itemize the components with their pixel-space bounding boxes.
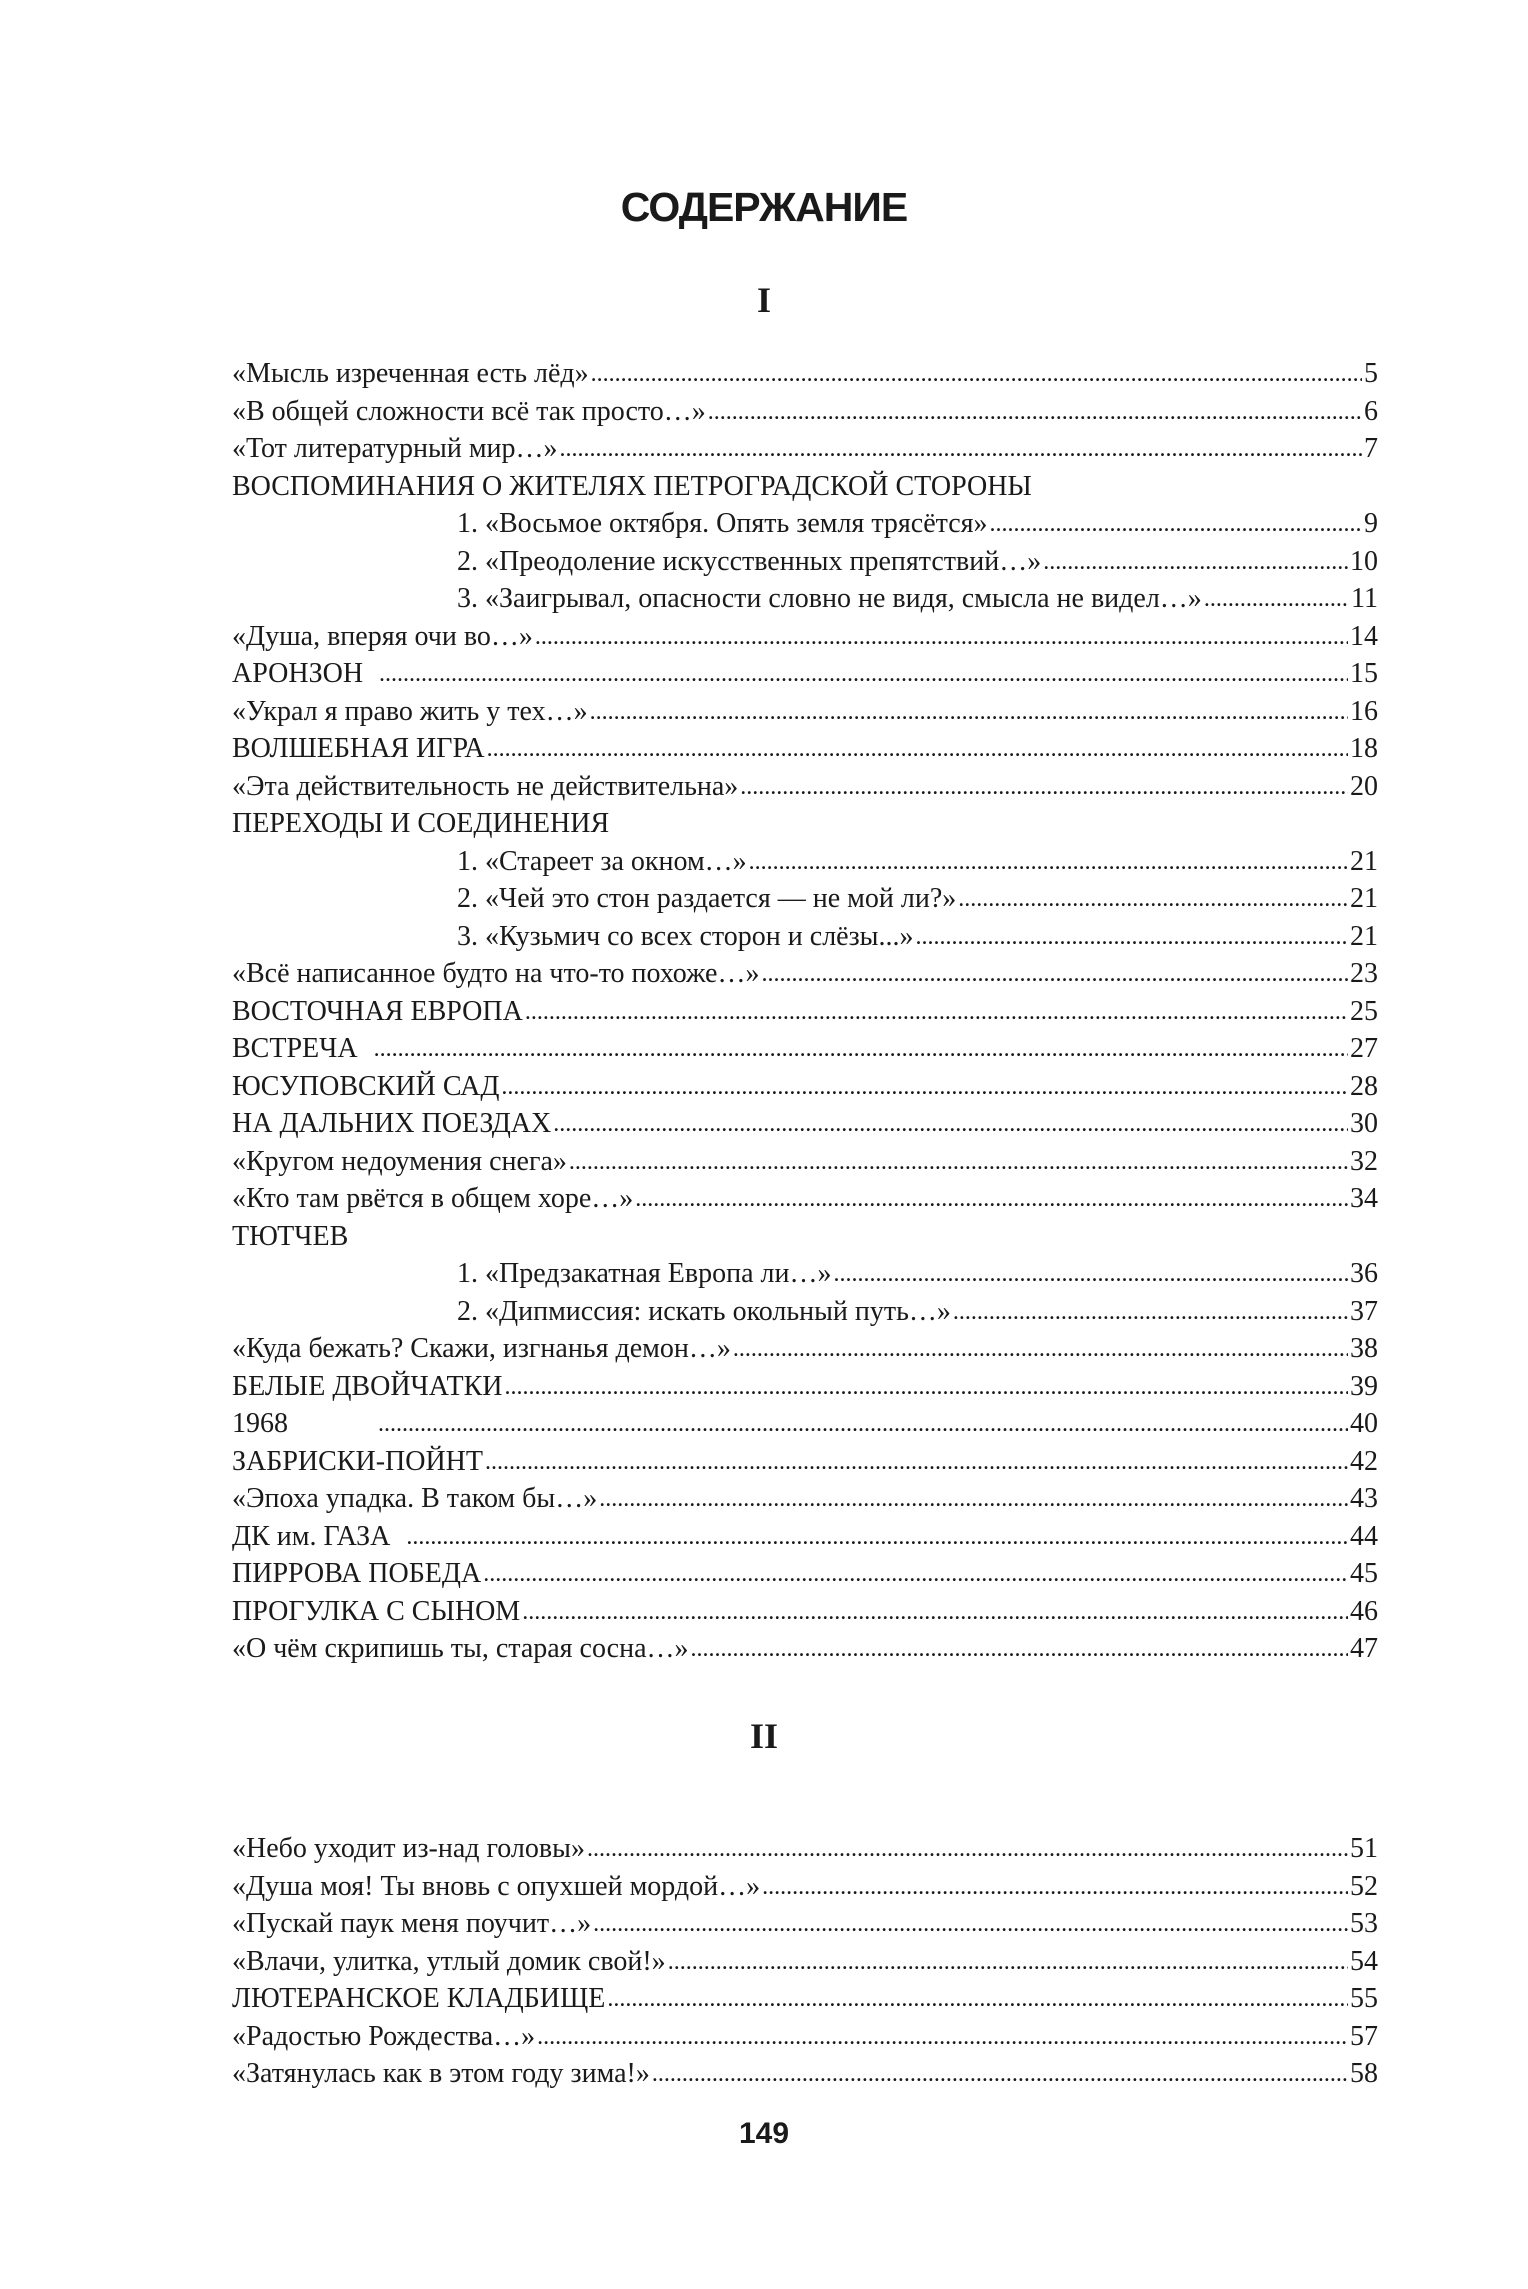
toc-entry-title: ПИРРОВА ПОБЕДА [232,1558,482,1589]
toc-entry-page: 58 [1350,2058,1378,2089]
toc-entry[interactable] [232,1980,1378,2018]
toc-entry-title: 2. «Преодоление искусственных препятствий…» [457,545,1042,577]
dot-leader [691,1629,1348,1669]
toc-entry-title: 3. «Кузьмич со всех сторон и слёзы...» [457,920,914,952]
toc-entry-page: 52 [1350,1870,1378,1902]
toc-entry[interactable] [232,1068,1378,1106]
dot-leader [953,1292,1348,1332]
dot-leader [749,842,1348,882]
toc-entry-title: «Влачи, улитка, утлый домик свой!» [232,1945,666,1977]
toc-entry-title: «Небо уходит из-над головы» [232,1833,585,1864]
toc-entry-page: 6 [1364,395,1378,427]
dot-leader [607,1979,1348,2019]
toc-entry-title: 1968 [232,1408,288,1439]
toc-entry-title: «Душа моя! Ты вновь с опухшей мордой…» [232,1870,761,1902]
dot-leader [990,504,1362,544]
toc-entry-page: 42 [1350,1445,1378,1477]
toc-entry[interactable] [232,1905,1378,1943]
dot-leader [599,1479,1348,1519]
toc-entry-page: 44 [1350,1520,1378,1552]
dot-leader [652,2054,1348,2094]
toc-entry-page: 5 [1364,358,1378,389]
dot-leader [1204,579,1349,619]
toc-entry[interactable] [232,618,1378,656]
toc-entry-page: 51 [1350,1833,1378,1864]
toc-entry[interactable] [232,1105,1378,1143]
dot-leader [762,1867,1348,1907]
toc-entry-title: «Мысль изреченная есть лёд» [232,358,589,389]
toc-entry[interactable] [232,393,1378,431]
toc-subentry[interactable] [232,505,1378,543]
dot-leader [740,767,1348,807]
toc-entry-page: 18 [1350,733,1378,764]
dot-leader [569,1142,1348,1182]
toc-entry-page: 47 [1350,1633,1378,1664]
dot-leader [505,1367,1349,1407]
dot-leader [553,1104,1348,1144]
dot-leader [833,1254,1348,1294]
toc-section-1 [232,355,1378,1668]
dot-leader [593,1904,1348,1944]
toc-entry[interactable] [232,1868,1378,1906]
toc-entry[interactable] [232,693,1378,731]
toc-entry-title: «Эпоха упадка. В таком бы…» [232,1483,598,1514]
dot-leader [591,354,1362,394]
toc-entry[interactable] [232,1480,1378,1518]
toc-entry-page: 30 [1350,1108,1378,1139]
toc-entry-title: 3. «Заигрывал, опасности словно не видя, смысла не видел…» [457,583,1202,614]
dot-leader [590,692,1348,732]
toc-entry[interactable] [232,430,1378,468]
toc-entry[interactable] [232,1443,1378,1481]
toc-entry-page: 15 [1350,658,1378,689]
toc-subentry[interactable] [232,1255,1378,1293]
toc-entry-title: ВОСТОЧНАЯ ЕВРОПА [232,995,523,1027]
toc-entry-page: 7 [1364,433,1378,464]
toc-entry[interactable] [232,1030,1378,1068]
toc-entry-title: ВСТРЕЧА [232,1033,358,1064]
dot-leader [374,1029,1348,1069]
toc-entry[interactable] [232,1405,1378,1443]
toc-entry-page: 36 [1350,1258,1378,1289]
toc-entry-title: «Кто там рвётся в общем хоре…» [232,1183,634,1214]
toc-entry-title: ПРОГУЛКА С СЫНОМ [232,1595,521,1627]
toc-entry-page: 57 [1350,2020,1378,2052]
toc-entry-title: ЮСУПОВСКИЙ САД [232,1070,500,1102]
toc-entry[interactable] [232,1830,1378,1868]
toc-entry-page: 27 [1350,1033,1378,1064]
toc-entry[interactable] [232,993,1378,1031]
section-numeral-1: I [756,280,771,320]
toc-entry[interactable] [232,1630,1378,1668]
toc-entry-title: «Всё написанное будто на что-то похоже…» [232,958,760,989]
dot-leader [501,1067,1348,1107]
dot-leader [483,1554,1348,1594]
toc-entry[interactable] [232,1368,1378,1406]
section-numeral-2: II [749,1716,779,1756]
toc-subentry[interactable] [232,543,1378,581]
dot-leader [525,992,1348,1032]
toc-entry[interactable] [232,1593,1378,1631]
toc-entry-title: «О чём скрипишь ты, старая сосна…» [232,1633,689,1664]
toc-entry-page: 10 [1350,545,1378,577]
toc-entry-page: 25 [1350,995,1378,1027]
toc-entry-page: 32 [1350,1145,1378,1177]
dot-leader [485,1442,1348,1482]
toc-entry-title: «Пускай паук меня поучит…» [232,1908,592,1939]
toc-entry[interactable] [232,1330,1378,1368]
dot-leader [762,954,1349,994]
page-number: 149 [738,2117,790,2150]
toc-entry-title: «Куда бежать? Скажи, изгнанья демон…» [232,1333,731,1364]
toc-entry[interactable] [232,655,1378,693]
toc-entry-page: 28 [1350,1070,1378,1102]
toc-entry-page: 55 [1350,1983,1378,2014]
dot-leader [379,654,1348,694]
toc-heading-title: ПЕРЕХОДЫ И СОЕДИНЕНИЯ [232,808,610,839]
toc-entry-title: 1. «Восьмое октября. Опять земля трясётся» [457,508,988,539]
toc-heading [232,805,1378,843]
toc-entry-page: 14 [1350,620,1378,652]
toc-entry-page: 20 [1350,770,1378,802]
toc-entry-page: 9 [1364,508,1378,539]
toc-entry-title: ДК им. ГАЗА [232,1520,391,1552]
toc-entry[interactable] [232,955,1378,993]
dot-leader [535,617,1348,657]
toc-entry-page: 21 [1350,883,1378,914]
dot-leader [537,2017,1348,2057]
toc-entry-page: 21 [1350,920,1378,952]
toc-entry-page: 23 [1350,958,1378,989]
toc-entry[interactable] [232,2055,1378,2093]
dot-leader [378,1404,1348,1444]
toc-entry-title: 2. «Чей это стон раздается — не мой ли?» [457,883,957,914]
toc-entry-title: АРОНЗОН [232,658,364,689]
toc-entry-page: 16 [1350,695,1378,727]
dot-leader [560,429,1362,469]
toc-entry-page: 40 [1350,1408,1378,1439]
dot-leader [1043,542,1348,582]
toc-entry-title: ВОЛШЕБНАЯ ИГРА [232,733,485,764]
toc-entry[interactable] [232,1943,1378,1981]
toc-entry-title: «Душа, вперяя очи во…» [232,620,533,652]
toc-subentry[interactable] [232,918,1378,956]
toc-entry-page: 43 [1350,1483,1378,1514]
toc-section-2 [232,1830,1378,2093]
toc-entry[interactable] [232,730,1378,768]
dot-leader [915,917,1348,957]
toc-entry[interactable] [232,2018,1378,2056]
toc-entry-page: 45 [1350,1558,1378,1589]
toc-entry-title: БЕЛЫЕ ДВОЙЧАТКИ [232,1370,503,1402]
toc-entry-title: «Затянулась как в этом году зима!» [232,2058,650,2089]
toc-entry-title: 1. «Стареет за окном…» [457,845,747,877]
toc-entry[interactable] [232,1555,1378,1593]
dot-leader [958,879,1348,919]
toc-entry-title: 1. «Предзакатная Европа ли…» [457,1258,832,1289]
toc-heading-title: ВОСПОМИНАНИЯ О ЖИТЕЛЯХ ПЕТРОГРАДСКОЙ СТОРОНЫ [232,470,1032,502]
toc-entry-title: «Эта действительность не действительна» [232,770,739,802]
toc-subentry[interactable] [232,1293,1378,1331]
toc-entry-page: 37 [1350,1295,1378,1327]
toc-entry-title: ЛЮТЕРАНСКОЕ КЛАДБИЩЕ [232,1983,606,2014]
toc-entry-page: 21 [1350,845,1378,877]
toc-entry[interactable] [232,1180,1378,1218]
dot-leader [668,1942,1348,1982]
toc-entry-page: 54 [1350,1945,1378,1977]
toc-entry-page: 53 [1350,1908,1378,1939]
toc-entry-title: «Кругом недоумения снега» [232,1145,567,1177]
toc-entry[interactable] [232,1518,1378,1556]
toc-entry-title: НА ДАЛЬНИХ ПОЕЗДАХ [232,1108,552,1139]
dot-leader [708,392,1362,432]
toc-heading [232,468,1378,506]
toc-entry-title: «Тот литературный мир…» [232,433,558,464]
toc-entry-title: «Украл я право жить у тех…» [232,695,588,727]
toc-entry[interactable] [232,355,1378,393]
toc-entry-page: 38 [1350,1333,1378,1364]
dot-leader [587,1829,1348,1869]
toc-heading [232,1218,1378,1256]
page-title: СОДЕРЖАНИЕ [620,184,908,230]
dot-leader [733,1329,1348,1369]
toc-subentry[interactable] [232,580,1378,618]
toc-entry-page: 39 [1350,1370,1378,1402]
toc-entry-title: ЗАБРИСКИ-ПОЙНТ [232,1445,484,1477]
dot-leader [522,1592,1348,1632]
toc-entry[interactable] [232,768,1378,806]
toc-entry-title: «Радостью Рождества…» [232,2020,536,2052]
toc-entry[interactable] [232,1143,1378,1181]
dot-leader [406,1517,1348,1557]
toc-entry-page: 46 [1350,1595,1378,1627]
toc-entry-page: 34 [1350,1183,1378,1214]
dot-leader [487,729,1348,769]
toc-entry-title: «В общей сложности всё так просто…» [232,395,706,427]
toc-subentry[interactable] [232,880,1378,918]
dot-leader [635,1179,1348,1219]
toc-heading-title: ТЮТЧЕВ [232,1220,349,1252]
toc-subentry[interactable] [232,843,1378,881]
toc-entry-page: 11 [1351,583,1378,614]
toc-entry-title: 2. «Дипмиссия: искать окольный путь…» [457,1295,951,1327]
